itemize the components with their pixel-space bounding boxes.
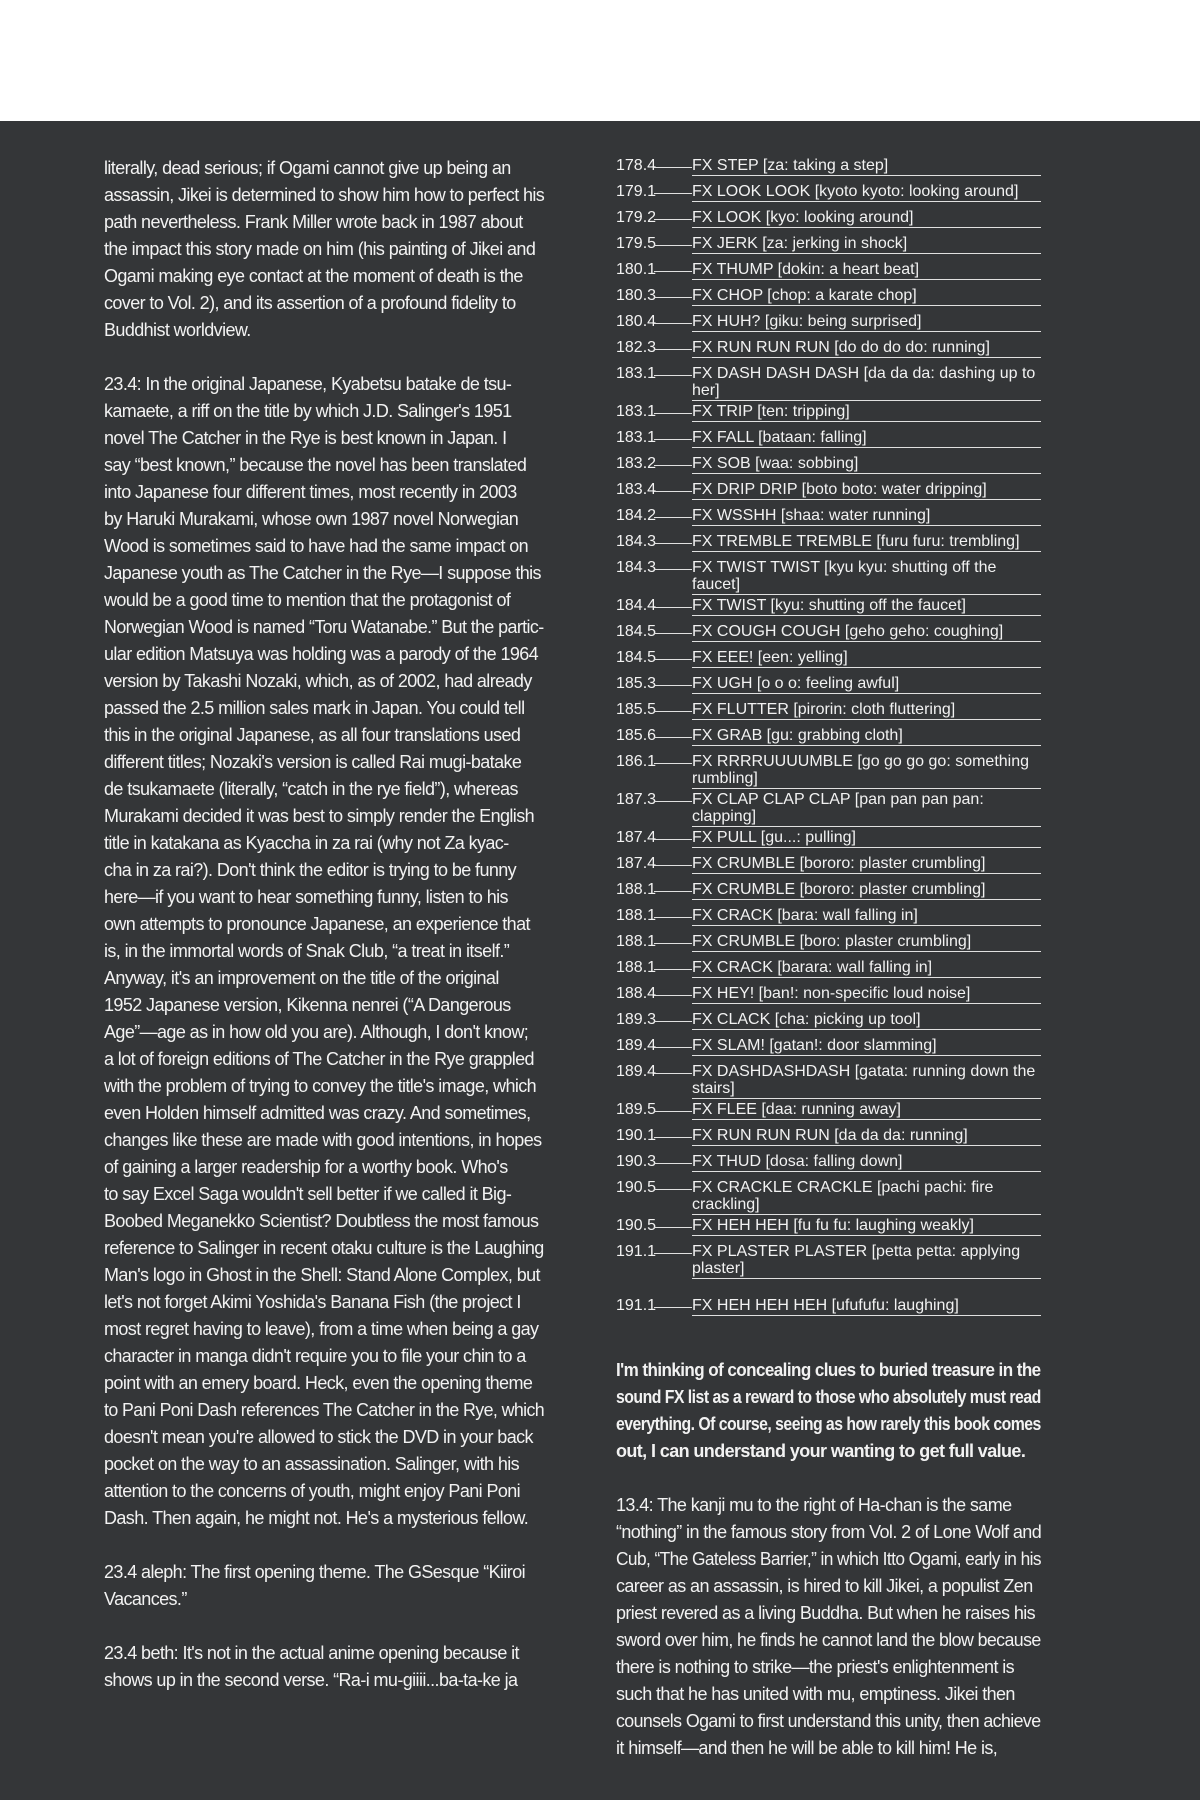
fx-page-number: 185.3 — [616, 675, 657, 692]
fx-description: FX CLACK [cha: picking up tool] — [692, 1009, 1041, 1030]
fx-page-number: 179.5 — [616, 235, 657, 252]
fx-page-number: 187.4 — [616, 829, 657, 846]
fx-description: FX TWIST TWIST [kyu kyu: shutting off the faucet] — [692, 557, 1041, 595]
fx-description: FX HEH HEH HEH [ufufufu: laughing] — [692, 1295, 1041, 1316]
mu-note-paragraph — [616, 1492, 1041, 1762]
fx-leader-rule — [654, 839, 692, 840]
fx-leader-rule — [654, 1307, 692, 1308]
fx-page-number: 183.1 — [616, 403, 657, 420]
fx-row — [616, 531, 1041, 557]
text-line: out, I can understand your wanting to get full value. — [616, 1441, 1026, 1461]
fx-leader-rule — [654, 801, 692, 802]
fx-description: FX SLAM! [gatan!: door slamming] — [692, 1035, 1041, 1056]
fx-page-number: 189.4 — [616, 1037, 657, 1054]
fx-description: FX STEP [za: taking a step] — [692, 155, 1041, 176]
text-line: career as an assassin, is hired to kill Jikei, a populist Zen — [616, 1576, 1033, 1596]
text-line: “nothing” in the famous story from Vol. 2 of Lone Wolf and — [616, 1522, 1042, 1542]
fx-row — [616, 1035, 1041, 1061]
text-line: pocket on the way to an assassination. Salinger, with his — [104, 1454, 520, 1474]
fx-row — [616, 879, 1041, 905]
text-line: point with an emery board. Heck, even the opening theme — [104, 1373, 533, 1393]
fx-page-number: 188.1 — [616, 881, 657, 898]
fx-description: FX CRUMBLE [bororo: plaster crumbling] — [692, 853, 1041, 874]
text-line: is, in the immortal words of Snak Club, “a treat in itself.” — [104, 941, 510, 961]
text-line: Buddhist worldview. — [104, 320, 251, 340]
text-paragraph — [104, 1559, 544, 1613]
fx-leader-rule — [654, 659, 692, 660]
fx-leader-rule — [654, 943, 692, 944]
fx-description: FX TREMBLE TREMBLE [furu furu: trembling] — [692, 531, 1041, 552]
fx-description: FX CRACK [bara: wall falling in] — [692, 905, 1041, 926]
fx-row — [616, 207, 1041, 233]
fx-description: FX TRIP [ten: tripping] — [692, 401, 1041, 422]
fx-description: FX DASHDASHDASH [gatata: running down the stairs] — [692, 1061, 1041, 1099]
fx-description: FX LOOK LOOK [kyoto kyoto: looking around] — [692, 181, 1041, 202]
fx-row — [616, 827, 1041, 853]
text-line: path nevertheless. Frank Miller wrote back in 1987 about — [104, 212, 523, 232]
text-line: Dash. Then again, he might not. He's a mysterious fellow. — [104, 1508, 529, 1528]
fx-page-number: 180.1 — [616, 261, 657, 278]
fx-description: FX PLASTER PLASTER [petta petta: applying plaster] — [692, 1241, 1041, 1279]
fx-leader-rule — [654, 1189, 692, 1190]
text-line: literally, dead serious; if Ogami cannot give up being an — [104, 158, 511, 178]
fx-row — [616, 1061, 1041, 1099]
text-line: changes like these are made with good intentions, in hopes — [104, 1130, 542, 1150]
fx-page-number: 184.5 — [616, 623, 657, 640]
text-paragraph — [104, 155, 544, 344]
text-line: let's not forget Akimi Yoshida's Banana Fish (the project I — [104, 1292, 521, 1312]
fx-row — [616, 751, 1041, 789]
fx-row — [616, 479, 1041, 505]
fx-page-number: 187.4 — [616, 855, 657, 872]
text-line: by Haruki Murakami, whose own 1987 novel Norwegian — [104, 509, 519, 529]
fx-row — [616, 427, 1041, 453]
left-text-column — [104, 155, 544, 1721]
fx-description: FX WSSHH [shaa: water running] — [692, 505, 1041, 526]
fx-row — [616, 259, 1041, 285]
fx-row — [616, 725, 1041, 751]
fx-row — [616, 311, 1041, 337]
fx-row — [616, 181, 1041, 207]
fx-row — [616, 621, 1041, 647]
text-line: with the problem of trying to convey the title's image, which — [104, 1076, 537, 1096]
fx-leader-rule — [654, 607, 692, 608]
fx-leader-rule — [654, 375, 692, 376]
fx-page-number: 183.4 — [616, 481, 657, 498]
fx-leader-rule — [654, 517, 692, 518]
text-line: sword over him, he finds he cannot land the blow because — [616, 1630, 1041, 1650]
fx-row — [616, 1215, 1041, 1241]
text-line: into Japanese four different times, most recently in 2003 — [104, 482, 517, 502]
fx-description: FX DRIP DRIP [boto boto: water dripping] — [692, 479, 1041, 500]
fx-page-number: 179.1 — [616, 183, 657, 200]
fx-description: FX COUGH COUGH [geho geho: coughing] — [692, 621, 1041, 642]
fx-leader-rule — [654, 193, 692, 194]
fx-leader-rule — [654, 1111, 692, 1112]
text-paragraph — [104, 1640, 544, 1694]
fx-row — [616, 1177, 1041, 1215]
text-line: the impact this story made on him (his painting of Jikei and — [104, 239, 536, 259]
fx-leader-rule — [654, 167, 692, 168]
fx-description: FX THUD [dosa: falling down] — [692, 1151, 1041, 1172]
fx-row — [616, 285, 1041, 311]
fx-description: FX LOOK [kyo: looking around] — [692, 207, 1041, 228]
fx-page-number: 189.5 — [616, 1101, 657, 1118]
text-line: Vacances.” — [104, 1589, 187, 1609]
fx-row — [616, 1241, 1041, 1279]
fx-page-number: 186.1 — [616, 753, 657, 770]
fx-row — [616, 1009, 1041, 1035]
fx-row — [616, 1125, 1041, 1151]
fx-page-number: 190.3 — [616, 1153, 657, 1170]
fx-row — [616, 983, 1041, 1009]
fx-page-number: 187.3 — [616, 791, 657, 808]
text-line: doesn't mean you're allowed to stick the DVD in your back — [104, 1427, 533, 1447]
fx-row — [616, 699, 1041, 725]
fx-description: FX FLUTTER [pirorin: cloth fluttering] — [692, 699, 1041, 720]
page-body — [0, 121, 1200, 1800]
fx-page-number: 183.2 — [616, 455, 657, 472]
fx-leader-rule — [654, 465, 692, 466]
text-line: Norwegian Wood is named “Toru Watanabe.” But the partic- — [104, 617, 544, 637]
fx-row — [616, 1151, 1041, 1177]
fx-page-number: 190.5 — [616, 1217, 657, 1234]
text-line: 23.4 beth: It's not in the actual anime opening because it — [104, 1643, 519, 1663]
fx-page-number: 190.1 — [616, 1127, 657, 1144]
fx-row — [616, 595, 1041, 621]
text-line: Anyway, it's an improvement on the title of the original — [104, 968, 499, 988]
fx-description: FX CRUMBLE [bororo: plaster crumbling] — [692, 879, 1041, 900]
fx-leader-rule — [654, 633, 692, 634]
text-line: own attempts to pronounce Japanese, an experience that — [104, 914, 530, 934]
fx-page-number: 189.3 — [616, 1011, 657, 1028]
sound-fx-list — [616, 155, 1041, 1321]
text-line: of gaining a larger readership for a worthy book. Who's — [104, 1157, 508, 1177]
fx-leader-rule — [654, 995, 692, 996]
fx-leader-rule — [654, 891, 692, 892]
fx-description: FX GRAB [gu: grabbing cloth] — [692, 725, 1041, 746]
text-line: a lot of foreign editions of The Catcher in the Rye grappled — [104, 1049, 534, 1069]
fx-description: FX SOB [waa: sobbing] — [692, 453, 1041, 474]
text-line: priest revered as a living Buddha. But when he raises his — [616, 1603, 1036, 1623]
text-line: such that he has united with mu, emptiness. Jikei then — [616, 1684, 1015, 1704]
fx-page-number: 180.4 — [616, 313, 657, 330]
fx-leader-rule — [654, 245, 692, 246]
fx-page-number: 189.4 — [616, 1063, 657, 1080]
text-paragraph — [104, 371, 544, 1532]
text-line: say “best known,” because the novel has been translated — [104, 455, 527, 475]
fx-description: FX FLEE [daa: running away] — [692, 1099, 1041, 1120]
fx-leader-rule — [654, 569, 692, 570]
text-line: sound FX list as a reward to those who absolutely must read — [616, 1387, 1041, 1407]
fx-row — [616, 789, 1041, 827]
fx-leader-rule — [654, 1163, 692, 1164]
text-line: most regret having to leave), from a time when being a gay — [104, 1319, 539, 1339]
fx-row — [616, 905, 1041, 931]
text-line: this in the original Japanese, as all four translations used — [104, 725, 521, 745]
text-line: novel The Catcher in the Rye is best known in Japan. I — [104, 428, 507, 448]
fx-leader-rule — [654, 439, 692, 440]
fx-row — [616, 453, 1041, 479]
fx-description: FX EEE! [een: yelling] — [692, 647, 1041, 668]
text-line: Man's logo in Ghost in the Shell: Stand Alone Complex, but — [104, 1265, 540, 1285]
fx-description: FX CHOP [chop: a karate chop] — [692, 285, 1041, 306]
text-line: even Holden himself admitted was crazy. And sometimes, — [104, 1103, 531, 1123]
text-line: Ogami making eye contact at the moment of death is the — [104, 266, 523, 286]
fx-page-number: 180.3 — [616, 287, 657, 304]
fx-page-number: 190.5 — [616, 1179, 657, 1196]
fx-page-number: 191.1 — [616, 1243, 657, 1260]
text-line: everything. Of course, seeing as how rarely this book comes — [616, 1414, 1041, 1434]
text-line: de tsukamaete (literally, “catch in the rye field”), whereas — [104, 779, 518, 799]
fx-row — [616, 363, 1041, 401]
fx-description: FX CRACK [barara: wall falling in] — [692, 957, 1041, 978]
fx-leader-rule — [654, 737, 692, 738]
text-line: ular edition Matsuya was holding was a parody of the 1964 — [104, 644, 539, 664]
fx-page-number: 185.6 — [616, 727, 657, 744]
fx-leader-rule — [654, 1227, 692, 1228]
fx-page-number: 183.1 — [616, 429, 657, 446]
fx-page-number: 184.4 — [616, 597, 657, 614]
fx-row — [616, 957, 1041, 983]
text-line: Japanese youth as The Catcher in the Rye—I suppose this — [104, 563, 541, 583]
text-line: reference to Salinger in recent otaku culture is the Laughing — [104, 1238, 544, 1258]
fx-description: FX JERK [za: jerking in shock] — [692, 233, 1041, 254]
fx-leader-rule — [654, 543, 692, 544]
fx-row — [616, 505, 1041, 531]
text-line: 23.4: In the original Japanese, Kyabetsu batake de tsu- — [104, 374, 512, 394]
fx-page-number: 184.3 — [616, 533, 657, 550]
fx-row — [616, 233, 1041, 259]
text-line: Wood is sometimes said to have had the same impact on — [104, 536, 529, 556]
fx-description: FX PULL [gu...: pulling] — [692, 827, 1041, 848]
text-line: would be a good time to mention that the protagonist of — [104, 590, 511, 610]
fx-description: FX CLAP CLAP CLAP [pan pan pan pan: clapping] — [692, 789, 1041, 827]
text-line: assassin, Jikei is determined to show him how to perfect his — [104, 185, 545, 205]
fx-row — [616, 673, 1041, 699]
fx-page-number: 182.3 — [616, 339, 657, 356]
text-line: 23.4 aleph: The first opening theme. The GSesque “Kiiroi — [104, 1562, 526, 1582]
fx-row — [616, 1295, 1041, 1321]
text-line: I'm thinking of concealing clues to buried treasure in the — [616, 1360, 1041, 1380]
treasure-note-paragraph — [616, 1357, 1041, 1465]
fx-description: FX HUH? [giku: being surprised] — [692, 311, 1041, 332]
fx-row — [616, 931, 1041, 957]
fx-leader-rule — [654, 969, 692, 970]
fx-description: FX TWIST [kyu: shutting off the faucet] — [692, 595, 1041, 616]
fx-leader-rule — [654, 1021, 692, 1022]
text-line: to say Excel Saga wouldn't sell better if we called it Big- — [104, 1184, 512, 1204]
text-line: there is nothing to strike—the priest's enlightenment is — [616, 1657, 1015, 1677]
fx-leader-rule — [654, 865, 692, 866]
fx-description: FX CRACKLE CRACKLE [pachi pachi: fire crackling] — [692, 1177, 1041, 1215]
text-line: title in katakana as Kyaccha in za rai (why not Za kyac- — [104, 833, 509, 853]
fx-leader-rule — [654, 323, 692, 324]
fx-page-number: 179.2 — [616, 209, 657, 226]
fx-description: FX CRUMBLE [boro: plaster crumbling] — [692, 931, 1041, 952]
text-line: different titles; Nozaki's version is called Rai mugi-batake — [104, 752, 522, 772]
text-line: version by Takashi Nozaki, which, as of 2002, had already — [104, 671, 532, 691]
text-line: Murakami decided it was best to simply render the English — [104, 806, 535, 826]
fx-description: FX RRRRUUUUMBLE [go go go go: something rumbling] — [692, 751, 1041, 789]
fx-leader-rule — [654, 491, 692, 492]
text-line: Boobed Meganekko Scientist? Doubtless the most famous — [104, 1211, 539, 1231]
fx-leader-rule — [654, 349, 692, 350]
fx-description: FX HEY! [ban!: non-specific loud noise] — [692, 983, 1041, 1004]
text-line: shows up in the second verse. “Ra-i mu-giiii...ba-ta-ke ja — [104, 1670, 518, 1690]
text-line: to Pani Poni Dash references The Catcher in the Rye, which — [104, 1400, 545, 1420]
fx-page-number: 184.3 — [616, 559, 657, 576]
fx-page-number: 178.4 — [616, 157, 657, 174]
text-line: 1952 Japanese version, Kikenna nenrei (“A Dangerous — [104, 995, 511, 1015]
text-line: here—if you want to hear something funny, listen to his — [104, 887, 508, 907]
fx-leader-rule — [654, 1137, 692, 1138]
fx-page-number: 183.1 — [616, 365, 657, 382]
fx-description: FX UGH [o o o: feeling awful] — [692, 673, 1041, 694]
fx-description: FX THUMP [dokin: a heart beat] — [692, 259, 1041, 280]
fx-leader-rule — [654, 271, 692, 272]
fx-row — [616, 853, 1041, 879]
fx-page-number: 184.5 — [616, 649, 657, 666]
fx-leader-rule — [654, 1253, 692, 1254]
fx-page-number: 188.4 — [616, 985, 657, 1002]
fx-page-number: 184.2 — [616, 507, 657, 524]
text-line: Age”—age as in how old you are). Although, I don't know; — [104, 1022, 529, 1042]
right-column — [616, 155, 1041, 1789]
fx-row — [616, 1099, 1041, 1125]
fx-description: FX DASH DASH DASH [da da da: dashing up to her] — [692, 363, 1041, 401]
fx-leader-rule — [654, 219, 692, 220]
fx-page-number: 188.1 — [616, 959, 657, 976]
fx-description: FX RUN RUN RUN [do do do do: running] — [692, 337, 1041, 358]
fx-leader-rule — [654, 1073, 692, 1074]
fx-page-number: 188.1 — [616, 933, 657, 950]
fx-description: FX FALL [bataan: falling] — [692, 427, 1041, 448]
fx-page-number: 188.1 — [616, 907, 657, 924]
text-line: it himself—and then he will be able to kill him! He is, — [616, 1738, 998, 1758]
fx-page-number: 185.5 — [616, 701, 657, 718]
text-line: cha in za rai?). Don't think the editor is trying to be funny — [104, 860, 517, 880]
text-line: attention to the concerns of youth, might enjoy Pani Poni — [104, 1481, 521, 1501]
fx-leader-rule — [654, 685, 692, 686]
fx-description: FX RUN RUN RUN [da da da: running] — [692, 1125, 1041, 1146]
text-line: kamaete, a riff on the title by which J.D. Salinger's 1951 — [104, 401, 512, 421]
fx-row — [616, 557, 1041, 595]
text-line: counsels Ogami to first understand this unity, then achieve — [616, 1711, 1041, 1731]
fx-leader-rule — [654, 1047, 692, 1048]
text-line: Cub, “The Gateless Barrier,” in which Itto Ogami, early in his — [616, 1549, 1041, 1569]
fx-row — [616, 155, 1041, 181]
fx-leader-rule — [654, 711, 692, 712]
text-line: cover to Vol. 2), and its assertion of a profound fidelity to — [104, 293, 516, 313]
fx-row — [616, 647, 1041, 673]
text-line: character in manga didn't require you to file your chin to a — [104, 1346, 526, 1366]
fx-page-number: 191.1 — [616, 1297, 657, 1314]
fx-leader-rule — [654, 917, 692, 918]
fx-leader-rule — [654, 297, 692, 298]
fx-leader-rule — [654, 413, 692, 414]
fx-row — [616, 401, 1041, 427]
fx-description: FX HEH HEH [fu fu fu: laughing weakly] — [692, 1215, 1041, 1236]
text-line: passed the 2.5 million sales mark in Japan. You could tell — [104, 698, 525, 718]
fx-row — [616, 337, 1041, 363]
fx-leader-rule — [654, 763, 692, 764]
text-line: 13.4: The kanji mu to the right of Ha-chan is the same — [616, 1495, 1012, 1515]
